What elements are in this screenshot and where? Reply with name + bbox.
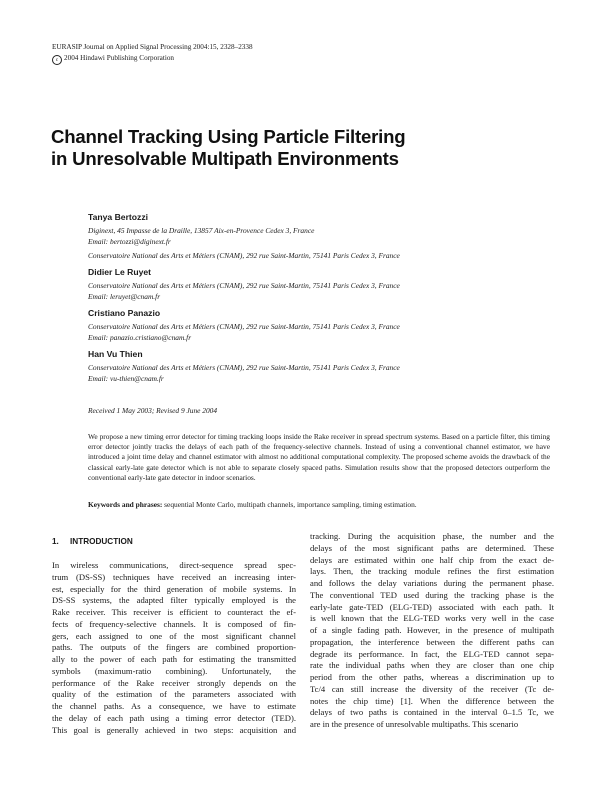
text-line: delays of two paths is contained in the interval 0–1.5 Tc, we [310, 707, 554, 718]
keywords-label: Keywords and phrases: [88, 500, 163, 509]
author-name: Han Vu Thien [88, 349, 143, 359]
right-column-text [310, 531, 554, 731]
journal-citation: EURASIP Journal on Applied Signal Processing 2004:15, 2328–2338 [52, 43, 253, 51]
text-line: est, especially for the third generation of mobile systems. In [52, 583, 296, 594]
keywords-text: sequential Monte Carlo, multipath channels, importance sampling, timing estimation. [162, 500, 417, 509]
received-dates: Received 1 May 2003; Revised 9 June 2004 [88, 406, 218, 415]
author-name: Cristiano Panazio [88, 308, 161, 318]
text-line: tracking. During the acquisition phase, the number and the [310, 531, 554, 541]
text-line: delays of the most significant paths are determined. These [310, 542, 554, 553]
text-line: notes the chip time) [1]. When the difference between the [310, 695, 554, 706]
author-block [88, 267, 568, 302]
text-line: paths. The outputs of the fingers are combined proportion- [52, 642, 296, 653]
text-line: lays. Then, the tracking module refines the first estimation [310, 566, 554, 577]
author-affiliation: Conservatoire National des Arts et Métiers (CNAM), 292 rue Saint-Martin, 75141 Paris Cedex 3, France [88, 322, 400, 331]
text-line: gers, each assigned to one of the most significant channel [52, 630, 296, 641]
text-line: Tc/4 can still increase the diversity of the receiver (Tc de- [310, 683, 554, 694]
text-line: the delay of each path using a timing error detector (TED). [52, 712, 296, 723]
author-email: Email: panazio.cristiano@cnam.fr [88, 333, 192, 342]
text-line: ally to the power of each path for estimating the transmitted [52, 654, 296, 664]
abstract: We propose a new timing error detector for timing tracking loops inside the Rake receiver in spread spectrum systems. Based on a particle filter, this timing error detector jointly tracks the delays of each path of the frequency-selective channels. Instead of using a conventional channel estimator, we have introduced a joint time delay and channel estimator with almost no additional computational complexity. The proposed scheme avoids the drawback of the classical early-late gate detector which is not able to separate closely spaced paths. Simulation results show that the proposed detectors outperform the conventional early-late gate detector in indoor scenarios. [88, 432, 550, 482]
left-column-text [52, 560, 296, 736]
copyright-line [52, 53, 253, 65]
text-line: rate the individual paths when they are closer than one chip [310, 660, 554, 671]
author-name: Tanya Bertozzi [88, 212, 149, 222]
author-affiliation: Conservatoire National des Arts et Métiers (CNAM), 292 rue Saint-Martin, 75141 Paris Cedex 3, France [88, 363, 400, 372]
section-number: 1. [52, 537, 59, 546]
author-email: Email: bertozzi@diginext.fr [88, 237, 171, 246]
text-line: is well known that the ELG-TED works very well in the case [310, 613, 554, 624]
author-block [88, 349, 568, 384]
text-line: delays are estimated within one half chip from the exact de- [310, 554, 554, 565]
author-affiliation-2: Conservatoire National des Arts et Métiers (CNAM), 292 rue Saint-Martin, 75141 Paris Cedex 3, France [88, 251, 400, 260]
author-affiliation: Diginext, 45 Impasse de la Draille, 13857 Aix-en-Provence Cedex 3, France [88, 226, 315, 235]
copyright-icon: c [52, 55, 62, 65]
text-line: are in the presence of unresolvable multipaths. This scenario [310, 719, 519, 729]
author-block [88, 212, 568, 261]
title-line-2: in Unresolvable Multipath Environments [51, 148, 399, 169]
text-line: period from the other paths, whereas a discrimination up to [310, 672, 554, 682]
author-email: Email: leruyet@cnam.fr [88, 292, 161, 301]
left-column [52, 536, 296, 736]
right-column [310, 531, 554, 731]
text-line: symbols (maximum-ratio combining). Unfortunately, the [52, 665, 296, 676]
text-line: quality of the estimation of the parameters associated with [52, 689, 296, 700]
section-title: INTRODUCTION [70, 537, 133, 546]
journal-header [52, 42, 253, 65]
author-list [88, 212, 568, 390]
text-line: propagation, the interference between the different paths can [310, 636, 554, 647]
text-line: the channel paths. As a consequence, we have to estimate [52, 701, 296, 711]
keywords [88, 500, 550, 510]
text-line: DS-SS systems, the adapted filter typically employed is the [52, 595, 296, 606]
text-line: The conventional TED used during the tracking phase is the [310, 589, 554, 600]
text-line: of a single fading path. However, in the presence of multipath [310, 625, 554, 635]
copyright-text: 2004 Hindawi Publishing Corporation [64, 53, 175, 62]
author-block [88, 308, 568, 343]
text-line: degrade its performance. In fact, the ELG-TED cannot sepa- [310, 648, 554, 659]
text-line: This goal is generally achieved in two steps: acquisition and [52, 724, 296, 735]
author-name: Didier Le Ruyet [88, 267, 152, 277]
text-line: performance of the Rake receiver strongly depends on the [52, 677, 296, 688]
text-line: fects of frequency-selective channels. It is composed of fin- [52, 618, 296, 629]
title-line-1: Channel Tracking Using Particle Filtering [51, 126, 406, 147]
paper-title [51, 126, 571, 170]
text-line: early-late gate-TED (ELG-TED) associated with each path. It [310, 601, 554, 612]
author-email: Email: vu-thien@cnam.fr [88, 374, 164, 383]
text-line: In wireless communications, direct-sequence spread spec- [52, 560, 296, 570]
text-line: trum (DS-SS) techniques have received an increasing inter- [52, 571, 296, 582]
text-line: Rake receiver. This receiver is efficient to counteract the ef- [52, 607, 296, 617]
section-heading [52, 536, 296, 548]
text-line: and follows the delay variations during the permanent phase. [310, 578, 554, 588]
author-affiliation: Conservatoire National des Arts et Métiers (CNAM), 292 rue Saint-Martin, 75141 Paris Cedex 3, France [88, 281, 400, 290]
